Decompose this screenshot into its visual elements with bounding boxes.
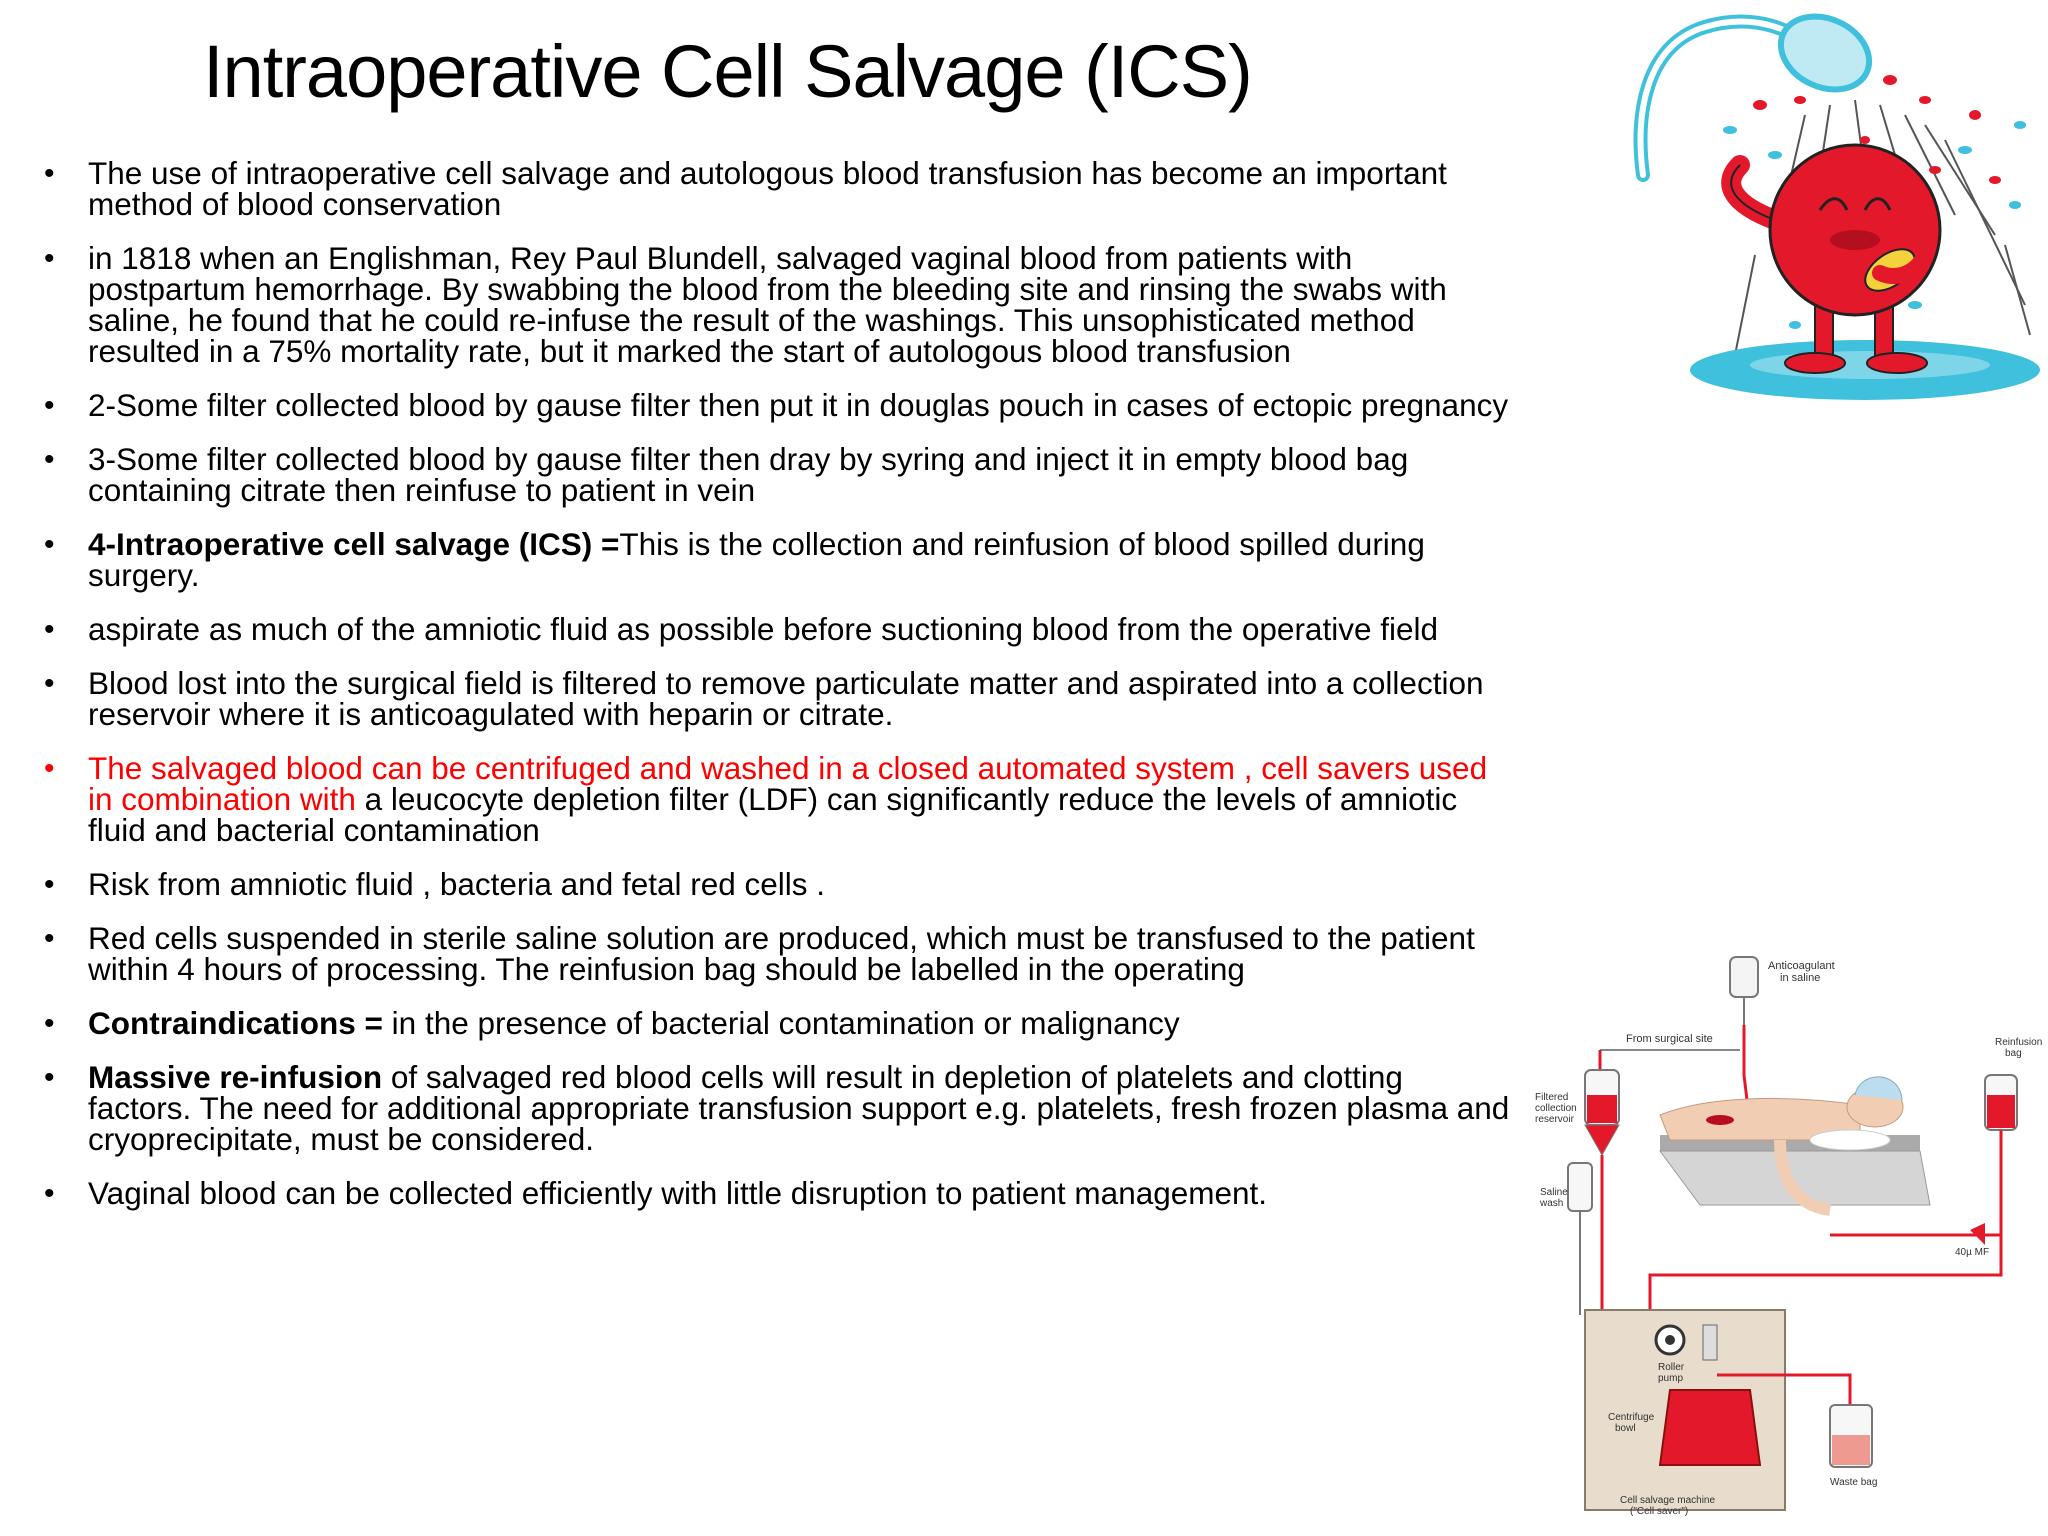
label-waste-bag: Waste bag [1830,1477,1878,1488]
bullet-text: aspirate as much of the amniotic fluid as possible before suctioning blood from the operative field [88,611,1439,647]
bullet-item [42,1175,1512,1211]
bullet-item [42,920,1512,987]
bullet-item [42,750,1512,848]
bullet-item [42,441,1512,508]
bullet-bold-lead: Contraindications = [88,1005,383,1041]
bullet-text: This is the collection and reinfusion of blood spilled during surgery. [88,526,1425,593]
label-saline-1: Saline [1540,1187,1568,1198]
bullet-glyph: • [44,613,55,646]
label-filtered-1: Filtered [1535,1092,1569,1103]
bullet-text: 3-Some filter collected blood by gause filter then dray by syring and inject it in empty blood bag containing citrate then reinfuse to patient in vein [88,441,1409,508]
bullet-text: The use of intraoperative cell salvage and autologous blood transfusion has become an important method of blood conservation [88,155,1447,222]
anticoagulant-bag [1730,957,1758,997]
bullet-glyph: • [44,752,55,785]
label-anticoagulant-1: Anticoagulant [1768,960,1835,972]
label-filter-size: 40µ MF [1955,1247,1990,1258]
bullet-glyph: • [44,1177,55,1210]
bullet-item [42,1059,1512,1157]
bullet-text: Vaginal blood can be collected efficiently with little disruption to patient management. [88,1175,1268,1211]
bullet-item [42,526,1512,593]
bullet-text: a leucocyte depletion filter (LDF) can significantly reduce the levels of amniotic fluid and bacterial contamination [88,781,1458,848]
label-machine-1: Cell salvage machine [1620,1495,1716,1506]
bullet-item [42,611,1512,647]
label-centrifuge-1: Centrifuge [1608,1412,1655,1423]
bullet-item [42,866,1512,902]
label-machine-2: ("Cell saver") [1630,1506,1689,1517]
bullet-item [42,240,1512,369]
svg-text:Reinfusion bag [1995,1037,2045,1059]
bullet-item [42,1005,1512,1041]
bullet-item [42,387,1512,423]
label-filtered-3: reservoir [1535,1114,1574,1125]
bullet-text: in 1818 when an Englishman, Rey Paul Blundell, salvaged vaginal blood from patients with postpartum hemorrhage. By swabbing the blood from the bleeding site and rinsing the swabs with saline, he found that he could re-infuse the result of the washings. This unsophisticated method resulted in a 75% mortality rate, but it marked the start of autologous blood transfusion [88,240,1447,369]
svg-text:Filtered collection [1535,1092,1579,1125]
svg-text:Saline wash [1539,1187,1571,1209]
bullet-glyph: • [44,868,55,901]
bullet-glyph: • [44,528,55,561]
bullet-text: Risk from amniotic fluid , bacteria and fetal red cells . [88,866,826,902]
bullet-item [42,155,1512,222]
bullet-text: 2-Some filter collected blood by gause filter then put it in douglas pouch in cases of ectopic pregnancy [88,387,1509,423]
bullet-glyph: • [44,667,55,700]
svg-text:Roller pump [1658,1362,1687,1384]
blood-cell-shower-illustration [1625,5,2048,425]
bullet-list [42,155,1512,1232]
label-reinfusion-2: bag [2005,1048,2022,1059]
bullet-text: Blood lost into the surgical field is filtered to remove particulate matter and aspirated into a collection reservoir where it is anticoagulated with heparin or citrate. [88,665,1484,732]
bullet-glyph: • [44,389,55,422]
bullet-glyph: • [44,1061,55,1094]
cell-salvage-diagram [1530,945,2048,1525]
bullet-bold-lead: Massive re-infusion [88,1059,383,1095]
label-saline-2: wash [1540,1198,1564,1209]
bullet-glyph: • [44,242,55,275]
svg-text:Anticoagulant in saline [1768,960,1838,984]
label-centrifuge-2: bowl [1615,1423,1636,1434]
bullet-glyph: • [44,922,55,955]
bullet-item [42,665,1512,732]
bullet-bold-lead: 4-Intraoperative cell salvage (ICS) = [88,526,620,562]
bullet-glyph: • [44,1007,55,1040]
label-filtered-2: collection [1535,1103,1577,1114]
bullet-text: in the presence of bacterial contamination or malignancy [382,1005,1180,1041]
label-roller-1: Roller [1658,1362,1685,1373]
bullet-glyph: • [44,443,55,476]
label-reinfusion-1: Reinfusion [1995,1037,2043,1048]
bullet-text: of salvaged red blood cells will result in depletion of platelets and clotting factors. The need for additional appropriate transfusion support e.g. platelets, fresh frozen plasma and cryoprecipitate, must be considered. [88,1059,1510,1157]
bullet-text: Red cells suspended in sterile saline solution are produced, which must be transfused to the patient within 4 hours of processing. The reinfusion bag should be labelled in the operating [88,920,1475,987]
label-anticoagulant-2: in saline [1780,972,1821,984]
label-roller-2: pump [1658,1373,1684,1384]
bullet-red-part: The salvaged blood can be centrifuged and washed in a closed automated system , cell savers used in combination with [88,750,1488,817]
centrifuge-bowl [1660,1390,1760,1465]
bullet-glyph: • [44,157,55,190]
slide-title: Intraoperative Cell Salvage (ICS) [203,30,1252,113]
label-from-surgical-site: From surgical site [1626,1033,1713,1045]
